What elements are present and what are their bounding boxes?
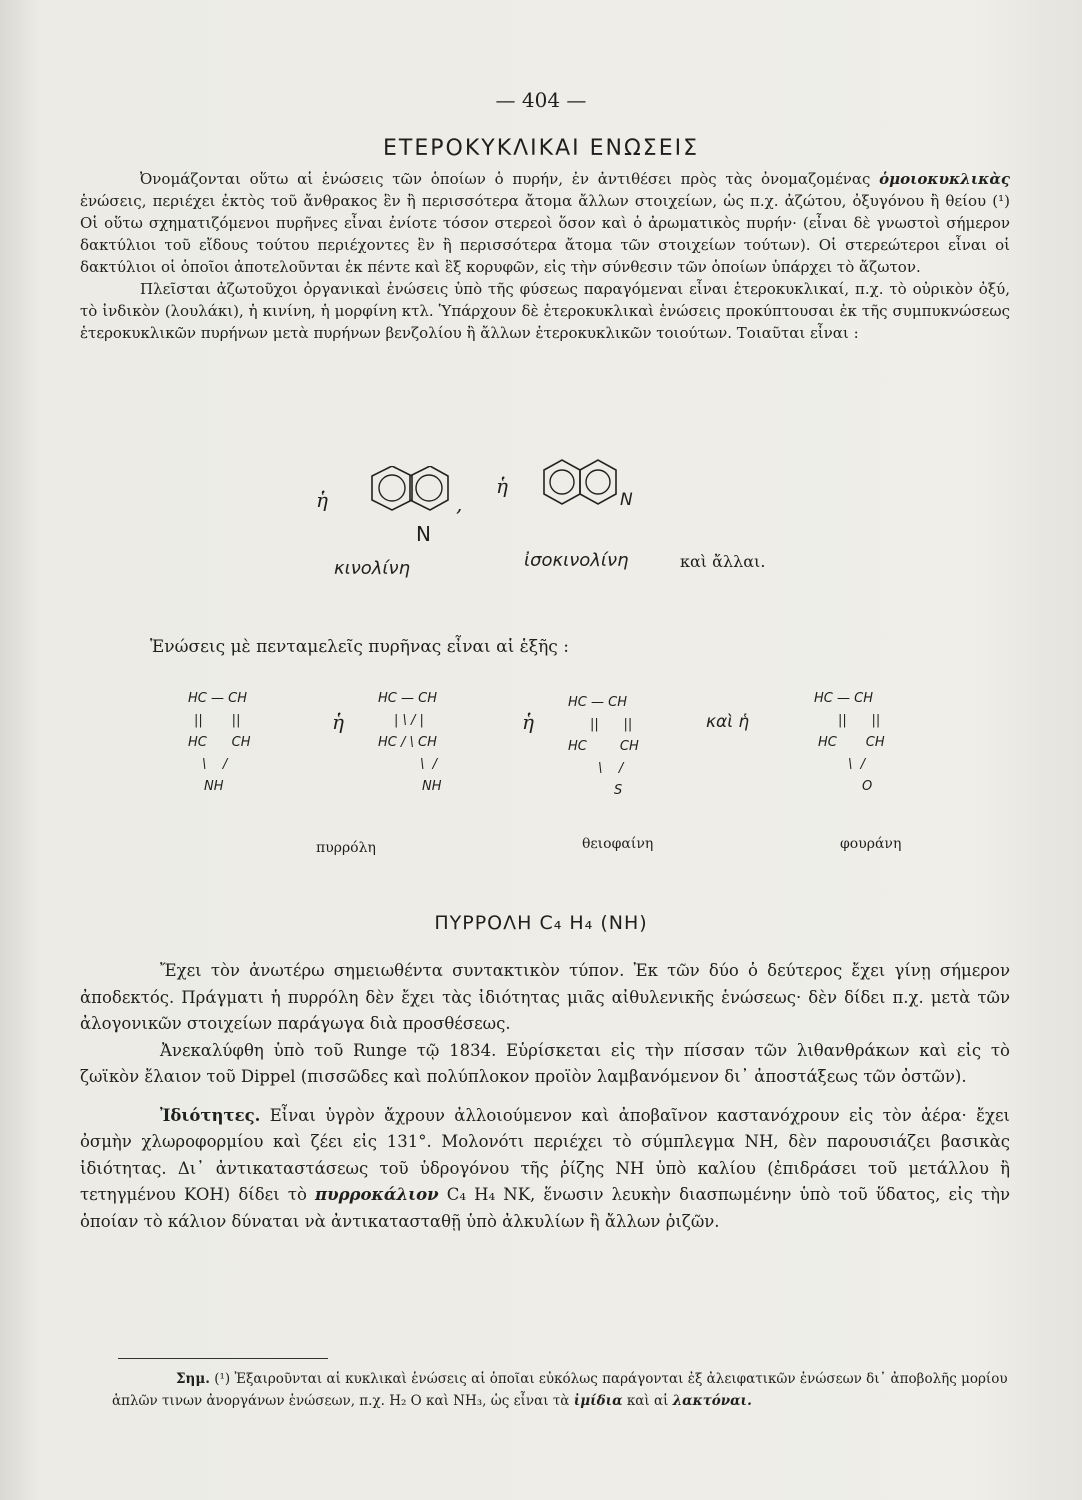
ring3-hc: HC: [568, 739, 587, 754]
section-title-pyrrole: ΠΥΡΡΟΛΗ C₄ H₄ (NH): [434, 912, 648, 934]
ring2-top: HC — CH: [378, 691, 437, 706]
ring2-middle: HC / \ CH: [378, 735, 437, 750]
ring3-middle: [568, 736, 639, 758]
name-isoquinoline: ἰσοκινολίνη: [524, 550, 629, 571]
ring3-ch: CH: [619, 739, 639, 754]
footnote-term-imides: ἰμίδια: [573, 1393, 623, 1409]
name-pyrrole: πυρρόλη: [316, 840, 376, 856]
quinoline-n-atom: N: [416, 522, 431, 546]
ring4-bonds: \ /: [848, 757, 866, 772]
page-number: — 404 —: [495, 88, 587, 112]
name-quinoline: κινολίνη: [334, 558, 410, 579]
isoquinoline-n-atom: N: [620, 490, 633, 510]
ring2-bonds: \ /: [420, 757, 438, 772]
ring3-bonds: \ /: [598, 761, 624, 776]
intro-p1-rest: ἑνώσεις, περιέχει ἐκτὸς τοῦ ἄνθρακος ἓν ἢ περισσότερα ἄτομα ἄλλων στοιχείων, ὡς π.χ. ἀζώτου, ὀξυγόνου ἢ θείου (¹) Οἱ οὕτω σχηματιζόμενοι πυρῆνες εἶναι ἐνίοτε τόσον στερεοὶ ὅσον καὶ ὁ ἀρωματικὸς πυρήν· (εἶναι δὲ γνωστοὶ σήμερον δακτύλιοι τοῦ εἴδους τούτου περιέχοντες ἓν ἢ περισσότερα ἄτομα τῶν στοιχείων τούτων). Οἱ στερεώτεροι εἶναι οἱ δακτύλιοι οἱ ὁποῖοι ἀποτελοῦνται ἐκ πέντε καὶ ἓξ κορυφῶν, εἰς τὴν σύνθεσιν τῶν ὁποίων ὑπάρχει τὸ ἄζωτον.: [80, 192, 1010, 276]
footnote-divider: [118, 1358, 328, 1359]
quinoline-structure: [352, 466, 452, 546]
article-3: καὶ ἡ: [706, 712, 750, 732]
term-pyrrolkalium: πυρροκάλιον: [315, 1185, 439, 1204]
ring4-middle: [814, 732, 885, 754]
pyrrole-structure-2: [378, 688, 442, 798]
ring4-o: O: [862, 779, 873, 794]
ring1-double-bonds: || ||: [194, 713, 241, 728]
ring1-hc: HC: [188, 735, 207, 750]
term-homocyclic: ὁμοιοκυκλικὰς: [879, 170, 1010, 188]
ring1-top: HC — CH: [188, 691, 247, 706]
ring4-double-bonds: || ||: [838, 713, 881, 728]
article-quinoline: ἡ: [316, 488, 328, 512]
ring2-ch: CH: [418, 735, 437, 750]
properties-heading: Ἰδιότητες.: [160, 1105, 261, 1125]
ring2-hc: HC: [378, 735, 397, 750]
ring3-s: S: [614, 783, 623, 798]
ring2-bonds-top: | \ / |: [394, 713, 424, 728]
ring1-bonds: \ /: [202, 757, 228, 772]
thiophene-structure: [568, 692, 639, 802]
name-thiophene: θειοφαίνη: [582, 836, 654, 852]
ring2-nh: NH: [422, 779, 442, 794]
properties-text-rest: C₄ H₄ NK, ἕνωσιν λευκὴν διασπωμένην ὑπὸ τοῦ ὕδατος, εἰς τὴν ὁποίαν τὸ κάλιον δύναται νὰ ἀντικατασταθῇ ὑπὸ ἀλκυλίων ἢ ἄλλων ῥιζῶν.: [80, 1185, 1010, 1231]
pyrrole-body: [80, 958, 1010, 1235]
body-paragraph-1: Ἔχει τὸν ἀνωτέρω σημειωθέντα συντακτικὸν τύπον. Ἐκ τῶν δύο ὁ δεύτερος ἔχει γίνῃ σήμερον ἀποδεκτός. Πράγματι ἡ πυρρόλη δὲν ἔχει τὰς ἰδιότητας μιᾶς αἰθυλενικῆς ἑνώσεως· δὲν δίδει π.χ. μετὰ τῶν ἀλογονικῶν στοιχείων παράγωγα διὰ προσθέσεως.: [80, 961, 1010, 1033]
footnote-mid: καὶ αἱ: [622, 1393, 673, 1409]
ring4-top: HC — CH: [814, 691, 873, 706]
name-furan: φουράνη: [840, 836, 902, 852]
intro-paragraph-1: [80, 168, 1010, 278]
footnote: [112, 1368, 1012, 1412]
pyrrole-structure-1: [188, 688, 251, 798]
footnote-text: (¹) Ἐξαιροῦνται αἱ κυκλικαὶ ἑνώσεις αἱ ὁποῖαι εὐκόλως παράγονται ἐξ ἀλειφατικῶν ἑνώσεων δι᾽ ἀποβολῆς μορίου ἁπλῶν τινων ἀνοργάνων ἑνώσεων, π.χ. H₂ O καὶ NH₃, ὡς εἶναι τὰ: [112, 1371, 1008, 1409]
properties-text-start: Εἶναι ὑγρὸν ἄχρουν ἀλλοιούμενον καὶ ἀποβαῖνον καστανόχρουν εἰς τὸν ἀέρα· ἔχει ὀσμὴν χλωροφορμίου καὶ ζέει εἰς 131°. Μολονότι περιέχει τὸ σύμπλεγμα NH, δὲν παρουσιάζει βασικὰς ἰδιότητας. Δι᾽ ἀντικαταστάσεως τοῦ ὑδρογόνου τῆς ῥίζης NH ὑπὸ καλίου (ἐπιδράσει τοῦ μετάλλου ἢ τετηγμένου KOH) δίδει τὸ: [80, 1105, 1010, 1204]
furan-structure: [814, 688, 885, 798]
intro-p1-start: Ὀνομάζονται οὕτω αἱ ἑνώσεις τῶν ὁποίων ὁ πυρήν, ἐν ἀντιθέσει πρὸς τὰς ὀνομαζομένας: [140, 170, 880, 188]
ring1-middle: [188, 732, 251, 754]
article-isoquinoline: ἡ: [496, 474, 508, 498]
article-1: ἡ: [332, 710, 344, 734]
ring1-ch: CH: [231, 735, 251, 750]
isoquinoline-structure: [540, 458, 650, 528]
and-others: καὶ ἄλλαι.: [680, 552, 766, 571]
article-2: ἡ: [522, 710, 534, 734]
body-paragraph-2: Ἀνεκαλύφθη ὑπὸ τοῦ Runge τῷ 1834. Εὑρίσκεται εἰς τὴν πίσσαν τῶν λιθανθράκων καὶ εἰς τὸ ζωϊκὸν ἔλαιον τοῦ Dippel (πισσῶδες καὶ πολύπλοκον προϊὸν λαμβανόμενον δι᾽ ἀποστάξεως τῶν ὀστῶν).: [80, 1040, 1010, 1086]
body-paragraph-3: [80, 1103, 1010, 1236]
chapter-title: ΕΤΕΡΟΚΥΚΛΙΚΑΙ ΕΝΩΣΕΙΣ: [383, 136, 699, 161]
ring4-ch: CH: [865, 735, 885, 750]
ring4-hc: HC: [818, 735, 837, 750]
five-ring-intro: Ἑνώσεις μὲ πενταμελεῖς πυρῆνας εἶναι αἱ ἑξῆς :: [150, 637, 569, 657]
footnote-term-lactones: λακτόναι.: [672, 1393, 752, 1409]
ring3-double-bonds: || ||: [590, 717, 633, 732]
ring3-top: HC — CH: [568, 695, 627, 710]
ring1-nh: NH: [204, 779, 224, 794]
footnote-label: Σημ.: [176, 1371, 210, 1387]
intro-paragraph-2: Πλεῖσται ἀζωτοῦχοι ὀργανικαὶ ἑνώσεις ὑπὸ τῆς φύσεως παραγόμεναι εἶναι ἑτεροκυκλικαί, π.χ. τὸ οὐρικὸν ὀξύ, τὸ ἰνδικὸν (λουλάκι), ἡ κινίνη, ἡ μορφίνη κτλ. Ὑπάρχουν δὲ ἑτεροκυκλικαὶ ἑνώσεις προκύπτουσαι ἐκ τῆς συμπυκνώσεως ἑτεροκυκλικῶν πυρήνων μετὰ πυρήνων βενζολίου ἢ ἄλλων ἑτεροκυκλικῶν τοιούτων. Τοιαῦται εἶναι :: [80, 280, 1010, 342]
intro-text: [80, 168, 1010, 344]
comma-separator: ,: [456, 492, 463, 516]
